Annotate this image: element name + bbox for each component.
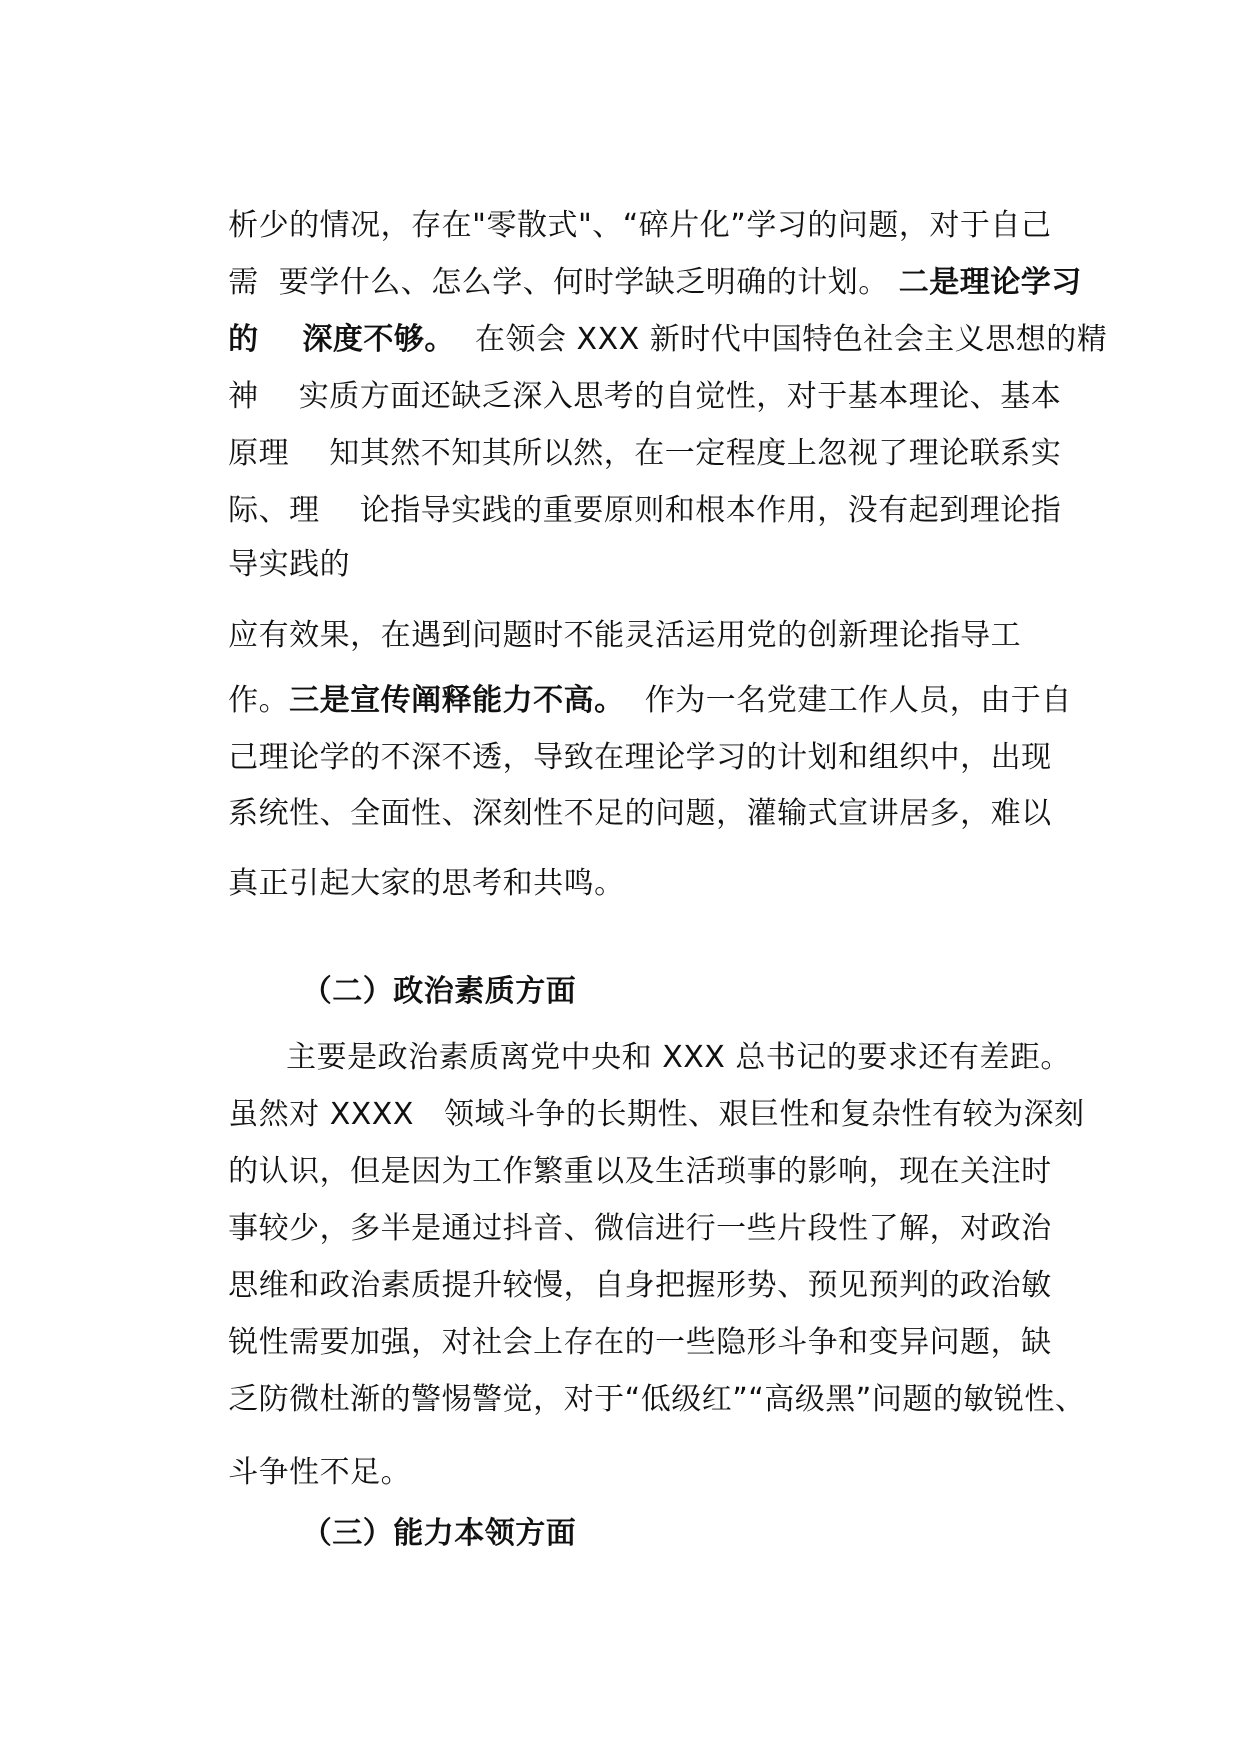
text-span: 虽然对 XXXX 领域斗争的长期性、艰巨性和复杂性有较为深刻 (228, 1097, 1085, 1132)
text-line (188, 824, 625, 944)
bold-heading-span: 二是理论学习 (898, 265, 1082, 300)
text-span: 思维和政治素质提升较慢，自身把握形势、预见预判的政治敏 (228, 1268, 1052, 1303)
text-span: 在领会 XXX 新时代中国特色社会主义思想的精 (454, 322, 1108, 357)
text-span: 乏防微杜渐的警惕警觉，对于“低级红”“高级黑”问题的敏锐性、 (228, 1382, 1086, 1417)
text-span: 神 实质方面还缺乏深入思考的自觉性，对于基本理论、基本 (228, 379, 1062, 414)
text-span: 应有效果，在遇到问题时不能灵活运用党的创新理论指导工 (228, 618, 1022, 653)
text-span: 导实践的 (228, 547, 351, 582)
text-span: 的认识，但是因为工作繁重以及生活琐事的影响，现在关注时 (228, 1154, 1052, 1189)
text-span: 作。 (228, 683, 290, 718)
text-span: 锐性需要加强，对社会上存在的一些隐形斗争和变异问题，缺 (228, 1325, 1052, 1360)
bold-heading-span: 三是宣传阐释能力不高。 (289, 683, 625, 718)
text-span: 主要是政治素质离党中央和 XXX 总书记的要求还有差距。 (286, 1040, 1071, 1075)
text-span: 原理 知其然不知其所以然，在一定程度上忽视了理论联系实 (228, 436, 1062, 471)
text-span: 斗争性不足。 (228, 1455, 412, 1490)
bold-heading-span: 的 深度不够。 (228, 322, 455, 357)
text-span: 需 要学什么、怎么学、何时学缺乏明确的计划。 (228, 265, 899, 300)
text-span: 真正引起大家的思考和共鸣。 (228, 866, 625, 901)
text-span: 己理论学的不深不透，导致在理论学习的计划和组织中，出现 (228, 740, 1052, 775)
section-heading-text: （二）政治素质方面 (301, 974, 577, 1009)
text-span: 作为一名党建工作人员，由于自 (624, 683, 1072, 718)
text-span: 事较少，多半是通过抖音、微信进行一些片段性了解，对政治 (228, 1211, 1052, 1246)
text-span: 析少的情况，存在"零散式"、“碎片化”学习的问题，对于自己 (228, 208, 1052, 243)
text-span: 系统性、全面性、深刻性不足的问题，灌输式宣讲居多，难以 (228, 796, 1052, 831)
section-heading-text: （三）能力本领方面 (301, 1516, 577, 1551)
section-heading (258, 1474, 576, 1594)
text-span: 际、理 论指导实践的重要原则和根本作用，没有起到理论指 (228, 493, 1062, 528)
